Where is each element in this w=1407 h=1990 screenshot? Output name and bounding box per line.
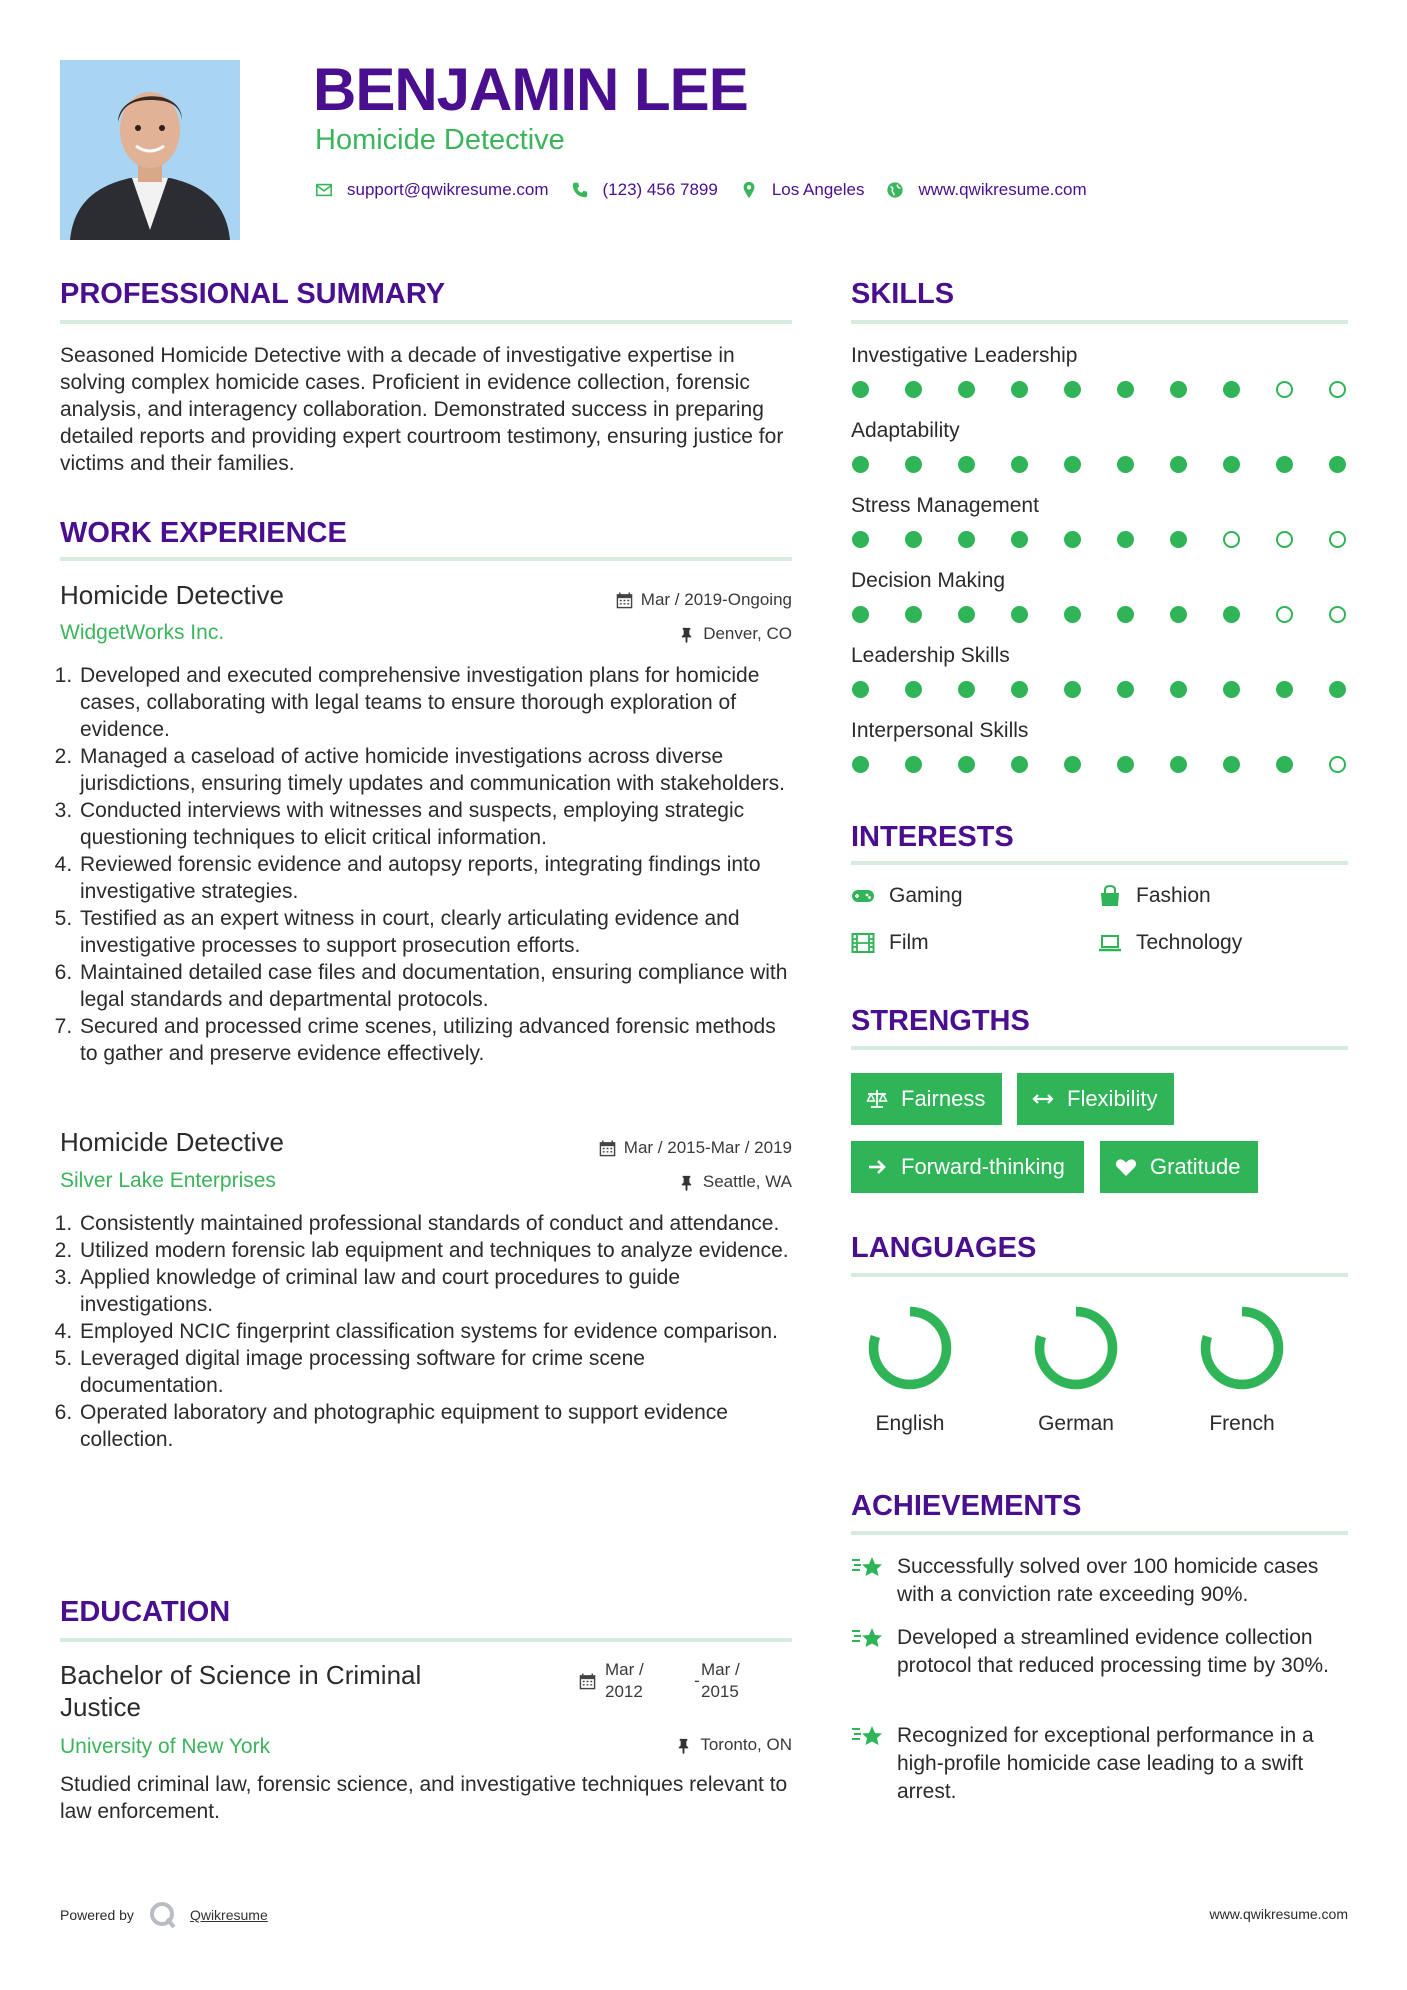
footer-url[interactable]: www.qwikresume.com xyxy=(1209,1906,1348,1922)
bullet-item: 2. Managed a caseload of active homicide investigations across diverse jurisdictions, ensuring timely updates and communication with stakeholders. xyxy=(78,743,792,797)
candidate-title: Homicide Detective xyxy=(315,124,565,156)
rating-dot-filled xyxy=(1170,756,1187,773)
rating-dot-filled xyxy=(1011,381,1028,398)
language-name: German xyxy=(1038,1412,1114,1435)
rating-dot-filled xyxy=(1117,681,1134,698)
rating-dot-filled xyxy=(852,681,869,698)
contact-phone[interactable] xyxy=(571,178,718,202)
map-marker-icon xyxy=(740,181,758,199)
education-end-date: Mar / 2015 xyxy=(701,1660,740,1701)
arrows-horizontal-icon xyxy=(1031,1087,1055,1111)
strengths-divider xyxy=(851,1046,1348,1050)
job-bullets xyxy=(60,662,792,1067)
pushpin-icon xyxy=(678,626,695,643)
education-location xyxy=(480,1734,792,1756)
rating-dot-filled xyxy=(1011,531,1028,548)
languages-heading: LANGUAGES xyxy=(851,1232,1037,1264)
rating-dot-filled xyxy=(905,531,922,548)
languages-divider xyxy=(851,1273,1348,1277)
language-item xyxy=(1016,1300,1136,1438)
achievement-text: Successfully solved over 100 homicide cases with a conviction rate exceeding 90%. xyxy=(897,1555,1319,1606)
rating-dot-filled xyxy=(852,456,869,473)
rating-dot-filled xyxy=(1117,456,1134,473)
bullet-item: 5. Testified as an expert witness in court, clearly articulating evidence and investigative processes to support prosecution efforts. xyxy=(78,905,792,959)
job-dates-text: Mar / 2015-Mar / 2019 xyxy=(623,1138,792,1157)
rating-dot-filled xyxy=(852,606,869,623)
website-text: www.qwikresume.com xyxy=(918,180,1087,199)
education-divider xyxy=(60,1638,792,1642)
rating-dot-filled xyxy=(1117,381,1134,398)
powered-by-text: Powered by xyxy=(60,1907,134,1923)
calendar-icon xyxy=(579,1673,596,1690)
rating-dot-filled xyxy=(1329,681,1346,698)
email-text: support@qwikresume.com xyxy=(347,180,549,199)
location-text: Los Angeles xyxy=(771,180,865,199)
rating-dot-filled xyxy=(1011,681,1028,698)
rating-dot-filled xyxy=(958,681,975,698)
education-location-text: Toronto, ON xyxy=(700,1735,792,1754)
footer-brand-link[interactable]: Qwikresume xyxy=(189,1907,268,1923)
rating-dot-filled xyxy=(1064,456,1081,473)
education-heading: EDUCATION xyxy=(60,1596,231,1628)
job-bullets xyxy=(60,1210,792,1453)
rating-dot-filled xyxy=(905,381,922,398)
education-start-date: Mar / 2012 xyxy=(605,1660,644,1701)
interest-label: Gaming xyxy=(889,884,963,907)
profile-photo xyxy=(60,60,240,240)
skill-name: Adaptability xyxy=(851,419,960,442)
skill-rating xyxy=(852,606,1346,623)
language-item xyxy=(1182,1300,1302,1438)
rating-dot-filled xyxy=(1276,456,1293,473)
rating-dot-filled xyxy=(905,456,922,473)
envelope-icon xyxy=(315,181,333,199)
achievement-item xyxy=(851,1553,1351,1609)
strength-label: Gratitude xyxy=(1150,1154,1241,1179)
pushpin-icon xyxy=(678,1174,695,1191)
language-name: English xyxy=(875,1412,945,1435)
rating-dot-filled xyxy=(1170,606,1187,623)
bullet-item: 5. Leveraged digital image processing software for crime scene documentation. xyxy=(78,1345,792,1399)
education-description: Studied criminal law, forensic science, and investigative techniques relevant to law enforcement. xyxy=(60,1773,788,1823)
rating-dot-empty xyxy=(1329,606,1346,623)
language-item xyxy=(850,1300,970,1438)
job-dates xyxy=(480,589,792,611)
rating-dot-filled xyxy=(1170,381,1187,398)
strength-label: Fairness xyxy=(901,1086,986,1111)
shopping-bag-icon xyxy=(1098,884,1122,908)
rating-dot-filled xyxy=(1011,606,1028,623)
bullet-item: 1. Developed and executed comprehensive investigation plans for homicide cases, collaborating with legal teams to ensure thorough exploration of evidence. xyxy=(78,662,792,743)
bullet-item: 6. Operated laboratory and photographic equipment to support evidence collection. xyxy=(78,1399,792,1453)
rating-dot-filled xyxy=(1064,606,1081,623)
language-proficiency-ring xyxy=(1028,1300,1124,1396)
strength-tag xyxy=(1100,1141,1258,1193)
job-dates xyxy=(480,1137,792,1159)
strength-tag xyxy=(1017,1073,1174,1125)
bullet-item: 1. Consistently maintained professional standards of conduct and attendance. xyxy=(78,1210,792,1237)
phone-icon xyxy=(571,181,589,199)
rating-dot-filled xyxy=(1064,381,1081,398)
skill-rating xyxy=(852,381,1346,398)
language-name: French xyxy=(1209,1412,1275,1435)
achievement-item xyxy=(851,1624,1351,1680)
rating-dot-empty xyxy=(1329,531,1346,548)
job-title: Homicide Detective xyxy=(60,1127,284,1157)
shooting-star-icon xyxy=(851,1553,885,1583)
interest-label: Fashion xyxy=(1136,884,1211,907)
rating-dot-filled xyxy=(958,756,975,773)
achievement-item xyxy=(851,1722,1351,1806)
rating-dot-filled xyxy=(1011,456,1028,473)
job-location-text: Seattle, WA xyxy=(702,1172,792,1191)
contact-email[interactable] xyxy=(315,178,549,202)
footer-powered-by xyxy=(60,1900,268,1930)
bullet-item: 3. Conducted interviews with witnesses and suspects, employing strategic questioning techniques to elicit critical information. xyxy=(78,797,792,851)
globe-icon xyxy=(886,181,904,199)
achievement-text: Developed a streamlined evidence collection protocol that reduced processing time by 30%. xyxy=(897,1626,1329,1677)
calendar-icon xyxy=(599,1140,616,1157)
pushpin-icon xyxy=(675,1737,692,1754)
interest-item xyxy=(851,882,963,910)
degree-title: Bachelor of Science in Criminal Justice xyxy=(60,1660,422,1722)
rating-dot-empty xyxy=(1329,381,1346,398)
rating-dot-filled xyxy=(1170,681,1187,698)
rating-dot-empty xyxy=(1223,531,1240,548)
rating-dot-filled xyxy=(1117,606,1134,623)
candidate-name: BENJAMIN LEE xyxy=(313,56,748,123)
skill-name: Investigative Leadership xyxy=(851,344,1078,367)
bullet-item: 6. Maintained detailed case files and documentation, ensuring compliance with legal standards and departmental protocols. xyxy=(78,959,792,1013)
shooting-star-icon xyxy=(851,1624,885,1654)
rating-dot-filled xyxy=(905,756,922,773)
language-proficiency-arc xyxy=(1206,1312,1279,1385)
rating-dot-empty xyxy=(1276,381,1293,398)
laptop-icon xyxy=(1098,931,1122,955)
rating-dot-filled xyxy=(852,756,869,773)
achievement-text: Recognized for exceptional performance in a high-profile homicide case leading to a swift arrest. xyxy=(897,1724,1314,1803)
rating-dot-filled xyxy=(958,381,975,398)
skill-name: Interpersonal Skills xyxy=(851,719,1029,742)
job-location xyxy=(480,1171,792,1193)
arrow-right-icon xyxy=(865,1155,889,1179)
rating-dot-filled xyxy=(1117,531,1134,548)
contact-bar xyxy=(315,178,1109,202)
strength-label: Forward-thinking xyxy=(901,1154,1065,1179)
job-location xyxy=(480,623,792,645)
rating-dot-filled xyxy=(1276,756,1293,773)
job-dates-text: Mar / 2019-Ongoing xyxy=(640,590,792,609)
rating-dot-filled xyxy=(1329,456,1346,473)
strengths-heading: STRENGTHS xyxy=(851,1005,1030,1037)
rating-dot-filled xyxy=(1170,531,1187,548)
skill-rating xyxy=(852,456,1346,473)
skill-rating xyxy=(852,681,1346,698)
summary-heading: PROFESSIONAL SUMMARY xyxy=(60,278,446,310)
rating-dot-filled xyxy=(1223,606,1240,623)
qwikresume-logo-icon xyxy=(148,1900,178,1930)
rating-dot-filled xyxy=(958,606,975,623)
bullet-item: 2. Utilized modern forensic lab equipment and techniques to analyze evidence. xyxy=(78,1237,792,1264)
rating-dot-empty xyxy=(1276,606,1293,623)
rating-dot-filled xyxy=(1064,681,1081,698)
skills-heading: SKILLS xyxy=(851,278,955,310)
job-company: Silver Lake Enterprises xyxy=(60,1169,276,1192)
bullet-item: 4. Reviewed forensic evidence and autopsy reports, integrating findings into investigative strategies. xyxy=(78,851,792,905)
strength-label: Flexibility xyxy=(1067,1086,1158,1111)
rating-dot-filled xyxy=(1276,681,1293,698)
skill-name: Leadership Skills xyxy=(851,644,1010,667)
language-proficiency-ring xyxy=(1194,1300,1290,1396)
interests-divider xyxy=(851,861,1348,865)
experience-heading: WORK EXPERIENCE xyxy=(60,517,347,549)
strength-tag xyxy=(851,1141,1084,1193)
rating-dot-filled xyxy=(1223,756,1240,773)
film-icon xyxy=(851,931,875,955)
rating-dot-filled xyxy=(1223,456,1240,473)
bullet-item: 4. Employed NCIC fingerprint classification systems for evidence comparison. xyxy=(78,1318,792,1345)
rating-dot-filled xyxy=(958,456,975,473)
gamepad-icon xyxy=(851,884,875,908)
strength-tag xyxy=(851,1073,1002,1125)
summary-text: Seasoned Homicide Detective with a decade of investigative expertise in solving complex homicide cases. Proficient in evidence collection, forensic analysis, and interagency collaboration. Demonstrated success in preparing detailed reports and providing expert courtroom testimony, ensuring justice for victims and their families. xyxy=(60,344,784,475)
skill-name: Decision Making xyxy=(851,569,1006,592)
rating-dot-filled xyxy=(1170,456,1187,473)
rating-dot-filled xyxy=(852,531,869,548)
rating-dot-filled xyxy=(1064,756,1081,773)
language-proficiency-arc xyxy=(874,1312,947,1385)
interest-item xyxy=(851,929,929,957)
skill-name: Stress Management xyxy=(851,494,1039,517)
heart-icon xyxy=(1114,1155,1138,1179)
interest-label: Technology xyxy=(1136,931,1243,954)
rating-dot-filled xyxy=(958,531,975,548)
calendar-icon xyxy=(616,592,633,609)
rating-dot-filled xyxy=(1223,681,1240,698)
summary-divider xyxy=(60,320,792,324)
rating-dot-filled xyxy=(1223,381,1240,398)
skill-rating xyxy=(852,531,1346,548)
phone-text: (123) 456 7899 xyxy=(602,180,718,199)
job-company: WidgetWorks Inc. xyxy=(60,621,225,644)
rating-dot-filled xyxy=(1064,531,1081,548)
contact-website[interactable] xyxy=(886,178,1086,202)
rating-dot-empty xyxy=(1276,531,1293,548)
language-proficiency-ring xyxy=(862,1300,958,1396)
rating-dot-filled xyxy=(1011,756,1028,773)
job-location-text: Denver, CO xyxy=(703,624,792,643)
balance-scale-icon xyxy=(865,1087,889,1111)
language-proficiency-arc xyxy=(1040,1312,1113,1385)
rating-dot-empty xyxy=(1329,756,1346,773)
skills-divider xyxy=(851,320,1348,324)
bullet-item: 7. Secured and processed crime scenes, utilizing advanced forensic methods to gather and preserve evidence effectively. xyxy=(78,1013,792,1067)
interest-label: Film xyxy=(889,931,929,954)
interest-item xyxy=(1098,929,1242,957)
rating-dot-filled xyxy=(905,606,922,623)
shooting-star-icon xyxy=(851,1722,885,1752)
job-title: Homicide Detective xyxy=(60,580,284,610)
school-name: University of New York xyxy=(60,1735,271,1758)
experience-divider xyxy=(60,557,792,561)
interests-heading: INTERESTS xyxy=(851,821,1014,853)
achievements-heading: ACHIEVEMENTS xyxy=(851,1490,1082,1522)
rating-dot-filled xyxy=(905,681,922,698)
date-separator: - xyxy=(694,1671,700,1690)
rating-dot-filled xyxy=(1117,756,1134,773)
rating-dot-filled xyxy=(852,381,869,398)
skill-rating xyxy=(852,756,1346,773)
achievements-divider xyxy=(851,1531,1348,1535)
bullet-item: 3. Applied knowledge of criminal law and court procedures to guide investigations. xyxy=(78,1264,792,1318)
contact-location xyxy=(740,178,865,202)
interest-item xyxy=(1098,882,1211,910)
